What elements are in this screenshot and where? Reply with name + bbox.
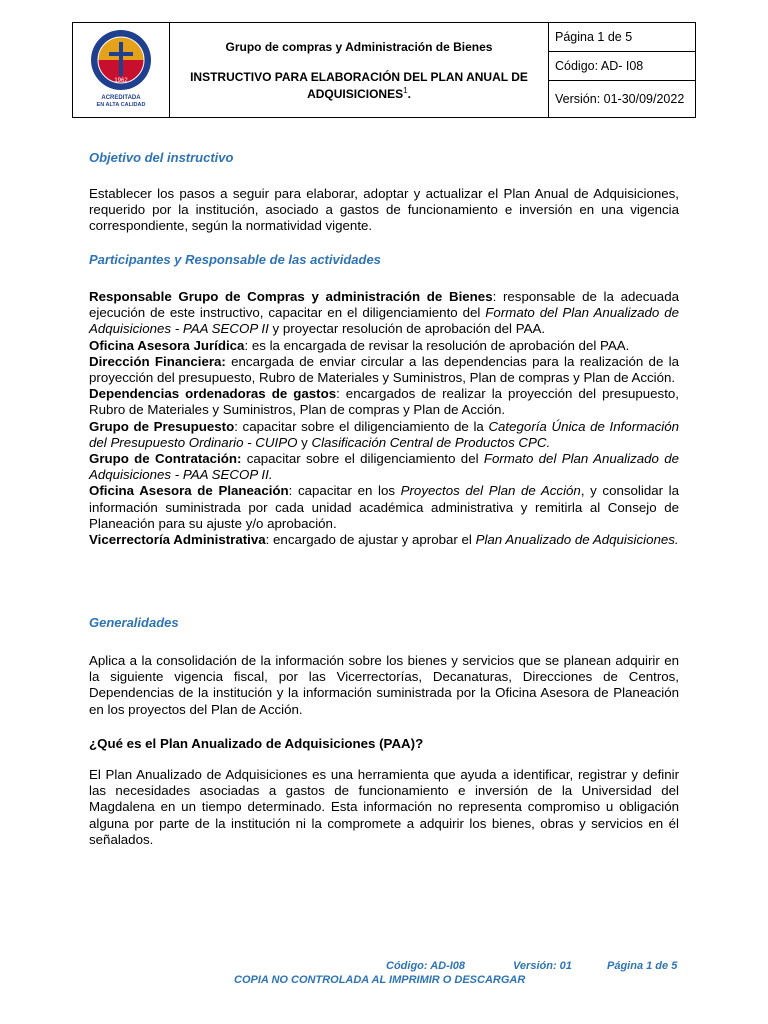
uncontrolled-copy-notice: COPIA NO CONTROLADA AL IMPRIMIR O DESCARGAR <box>234 974 526 986</box>
paa-question: ¿Qué es el Plan Anualizado de Adquisiciones (PAA)? <box>89 736 424 751</box>
participant-role: Oficina Asesora de Planeación <box>89 483 289 499</box>
document-version: Versión: 01-30/09/2022 <box>549 81 696 118</box>
participant-description: Categoría Única de Información del Presupuesto Ordinario - CUIPO <box>89 418 679 450</box>
participant-item <box>89 532 679 548</box>
participant-description: : capacitar sobre el diligenciamiento de la <box>234 418 489 434</box>
header-title-cell <box>170 23 549 118</box>
participant-description: y proyectar resolución de aprobación del PAA. <box>268 321 546 337</box>
footer-page: Página 1 de 5 <box>607 960 678 972</box>
participant-item <box>89 419 679 451</box>
participant-item <box>89 354 679 386</box>
general-heading: Generalidades <box>89 615 179 630</box>
participant-role: Grupo de Presupuesto <box>89 418 235 434</box>
logo-cell <box>73 23 170 118</box>
group-name: Grupo de compras y Administración de Bienes <box>225 39 493 54</box>
participant-role: Dirección Financiera: <box>89 353 226 369</box>
page-number: Página 1 de 5 <box>549 23 696 52</box>
participant-description: Proyectos del Plan de Acción <box>400 483 581 499</box>
participant-description: capacitar sobre el diligenciamiento del <box>241 451 484 467</box>
participant-role: Oficina Asesora Jurídica <box>89 337 245 353</box>
participant-description: : encargados de realizar la proyección del presupuesto, Rubro de Materiales y Suministros, Plan de compras y Plan de Acción. <box>89 386 679 418</box>
participant-item <box>89 386 679 418</box>
participant-item <box>89 289 679 338</box>
document-header <box>72 22 696 118</box>
participant-description: Formato del Plan Anualizado de Adquisiciones - PAA SECOP II <box>89 305 680 337</box>
participant-item <box>89 451 679 483</box>
document-code: Código: AD- I08 <box>549 52 696 81</box>
participant-description: : responsable de la adecuada ejecución de este instructivo, capacitar en el diligenciamiento del <box>89 289 679 321</box>
footnote-marker: 1 <box>403 85 408 95</box>
general-paragraph: Aplica a la consolidación de la información sobre los bienes y servicios que se planean adquirir en la siguiente vigencia fiscal, por las Vicerrectorías, Decanaturas, Direcciones de Centros, Dependencias de la institución y la información suministrada por la Oficina Asesora de Planeación en los proyectos del Plan de Acción. <box>89 653 679 717</box>
participant-item <box>89 483 679 532</box>
svg-text:ACREDITADA: ACREDITADA <box>101 94 141 101</box>
objective-paragraph: Establecer los pasos a seguir para elaborar, adoptar y actualizar el Plan Anual de Adquisiciones, requerido por la institución, asociado a gastos de funcionamiento e inversión en una vigencia correspondiente, según la normatividad vigente. <box>89 186 679 234</box>
participant-role: Responsable Grupo de Compras y administración de Bienes <box>89 289 493 304</box>
participants-list <box>89 289 679 548</box>
objective-heading: Objetivo del instructivo <box>89 150 234 165</box>
document-title-end: . <box>407 86 411 101</box>
svg-text:1962: 1962 <box>114 77 128 84</box>
participant-description: Formato del Plan Anualizado de Adquisiciones - PAA SECOP II. <box>89 451 679 483</box>
footer-version: Versión: 01 <box>513 960 572 972</box>
participant-description: : es la encargada de revisar la resolución de aprobación del PAA. <box>244 337 630 353</box>
participant-description: : capacitar en los <box>288 483 401 499</box>
participants-heading: Participantes y Responsable de las actividades <box>89 252 381 267</box>
participant-role: Vicerrectoría Administrativa <box>89 532 266 548</box>
svg-text:EN ALTA CALIDAD: EN ALTA CALIDAD <box>96 101 146 108</box>
participant-description: , y consolidar la información suministrada por cada unidad académica administrativa y remitirla al Consejo de Planeación para su ajuste y/o aprobación. <box>89 483 680 531</box>
footer-code: Código: AD-I08 <box>386 960 466 972</box>
participant-description: encargada de enviar circular a las dependencias para la realización de la proyección del presupuesto, Rubro de Materiales y Suministros, Plan de compras y Plan de Acción. <box>89 353 679 386</box>
participant-role: Dependencias ordenadoras de gastos <box>89 386 337 402</box>
participant-item <box>89 338 679 354</box>
document-title-text: INSTRUCTIVO PARA ELABORACIÓN DEL PLAN ANUAL DE ADQUISICIONES <box>190 69 528 101</box>
participant-description: Clasificación Central de Productos CPC. <box>311 434 551 450</box>
document-title <box>170 70 548 101</box>
paa-answer: El Plan Anualizado de Adquisiciones es una herramienta que ayuda a identificar, registrar y definir las necesidades asociadas a gastos de funcionamiento e inversión de la Universidad del Magdalena en un tiempo determinado. Esta información no representa compromiso u obligación alguna por parte de la institución ni la compromete a adquirir los bienes, obras y servicios en él señalados. <box>89 767 679 847</box>
participant-role: Grupo de Contratación: <box>89 451 242 467</box>
university-seal-icon <box>79 26 163 110</box>
participant-description: : encargado de ajustar y aprobar el <box>265 532 476 548</box>
participant-description: y <box>297 434 312 450</box>
participant-description: Plan Anualizado de Adquisiciones. <box>475 532 679 548</box>
